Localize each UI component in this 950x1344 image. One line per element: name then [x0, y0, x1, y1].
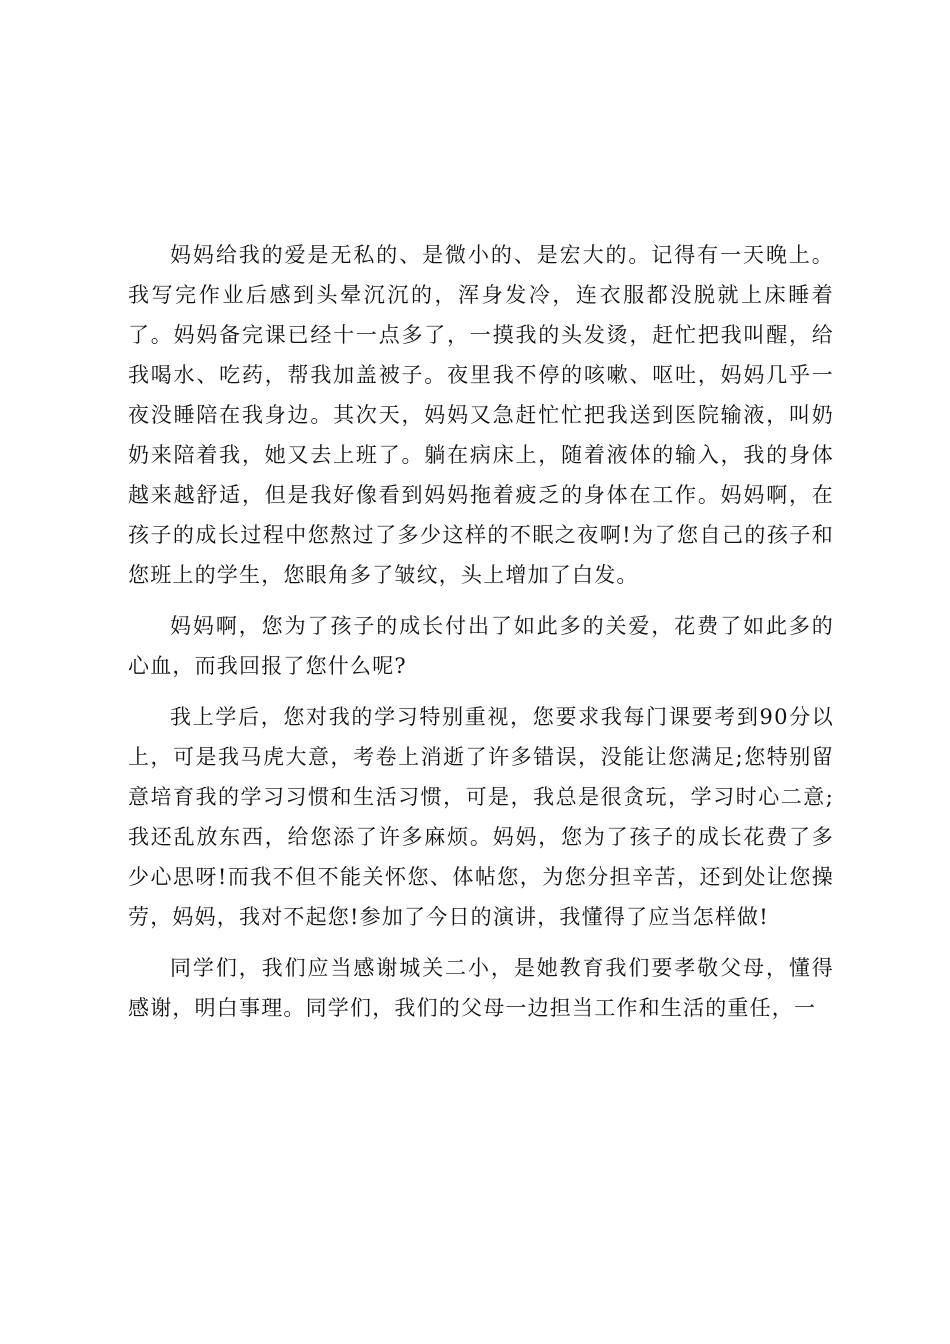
- paragraph-2: 妈妈啊，您为了孩子的成长付出了如此多的关爱，花费了如此多的心血，而我回报了您什么呢?: [128, 614, 834, 678]
- document-body: [128, 235, 834, 1039]
- paragraph-1: 妈妈给我的爱是无私的、是微小的、是宏大的。记得有一天晚上。我写完作业后感到头晕沉沉的，浑身发冷，连衣服都没脱就上床睡着了。妈妈备完课已经十一点多了，一摸我的头发烫，赶忙把我叫醒，给我喝水、吃药，帮我加盖被子。夜里我不停的咳嗽、呕吐，妈妈几乎一夜没睡陪在我身边。其次天，妈妈又急赶忙忙把我送到医院输液，叫奶奶来陪着我，她又去上班了。躺在病床上，随着液体的输入，我的身体越来越舒适，但是我好像看到妈妈拖着疲乏的身体在工作。妈妈啊，在孩子的成长过程中您熬过了多少这样的不眠之夜啊!为了您自己的孩子和您班上的学生，您眼角多了皱纹，头上增加了白发。: [128, 243, 834, 587]
- paragraph-4: 同学们，我们应当感谢城关二小，是她教育我们要孝敬父母，懂得感谢，明白事理。同学们，我们的父母一边担当工作和生活的重任，一: [128, 956, 834, 1020]
- paragraph-3: 我上学后，您对我的学习特别重视，您要求我每门课要考到90分以上，可是我马虎大意，考卷上消逝了许多错误，没能让您满足;您特别留意培育我的学习习惯和生活习惯，可是，我总是很贪玩，学习时心二意;我还乱放东西，给您添了许多麻烦。妈妈，您为了孩子的成长花费了多少心思呀!而我不但不能关怀您、体帖您，为您分担辛苦，还到处让您操劳，妈妈，我对不起您!参加了今日的演讲，我懂得了应当怎样做!: [128, 705, 834, 929]
